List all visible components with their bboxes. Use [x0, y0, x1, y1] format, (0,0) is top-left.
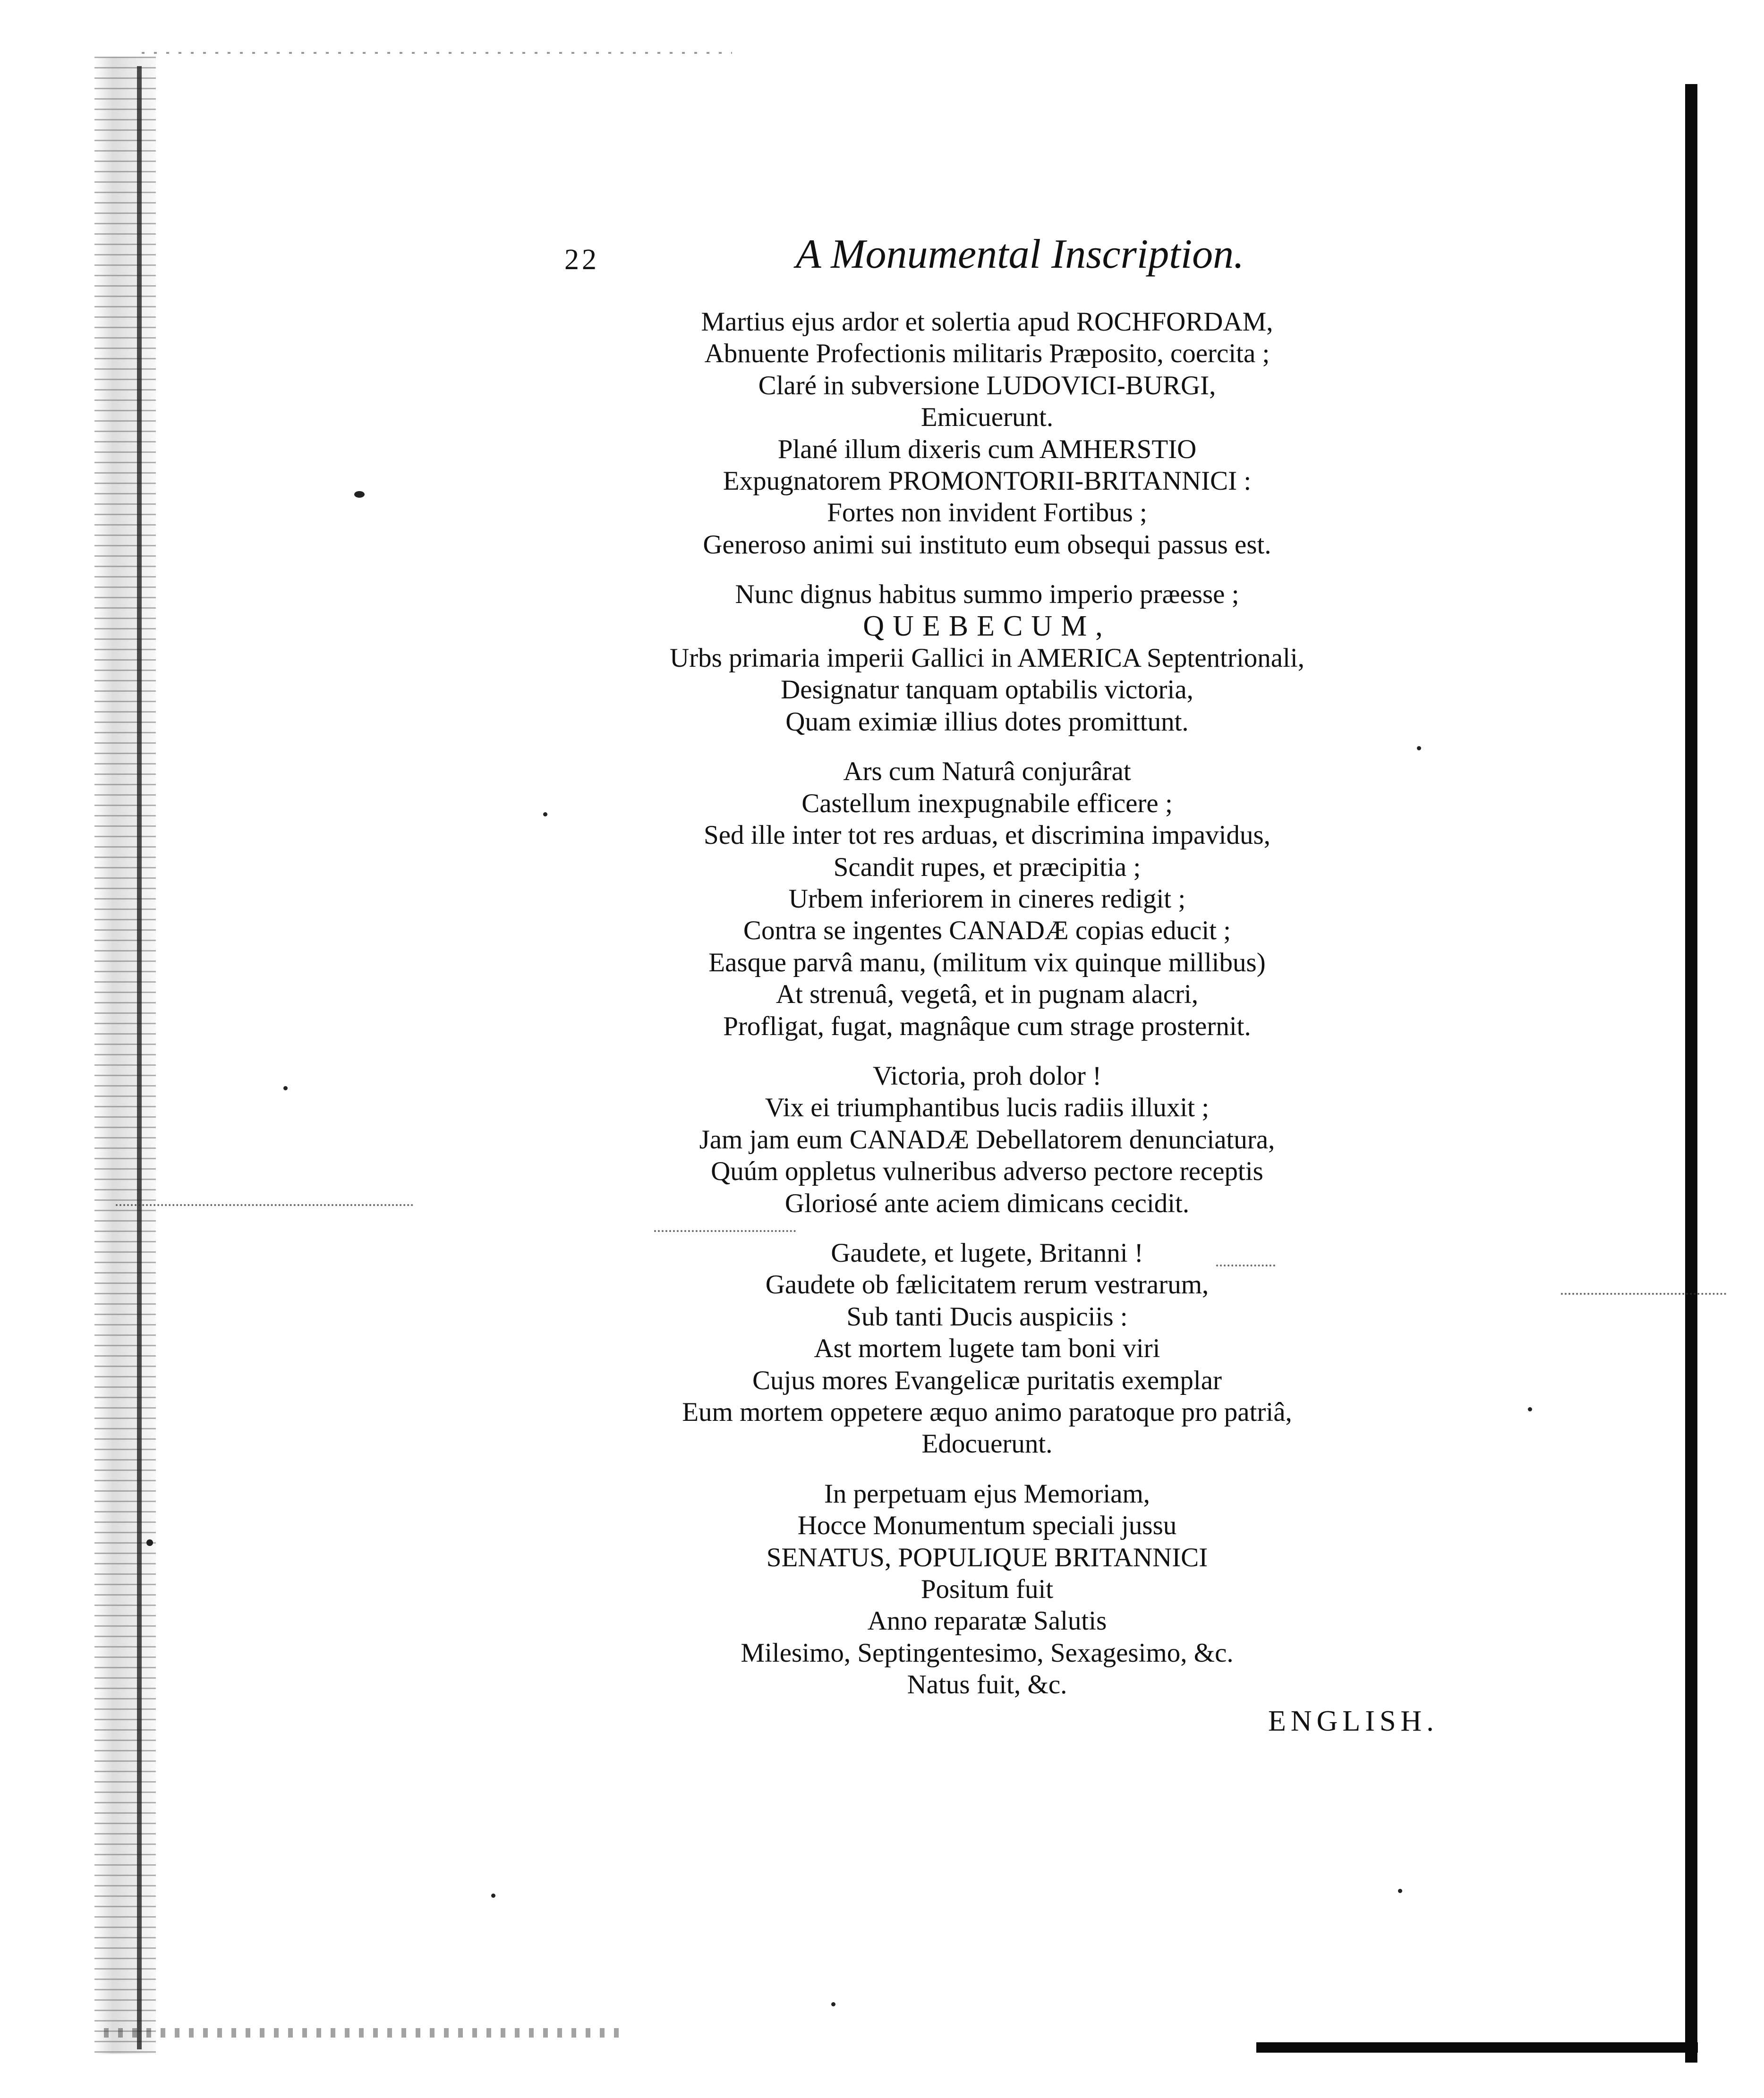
verse-line: Vix ei triumphantibus lucis radiis illuxit ;	[765, 1093, 1210, 1123]
verse-line: Jam jam eum CANADÆ Debellatorem denunciatura,	[699, 1124, 1275, 1155]
scan-dotted-line	[1561, 1293, 1726, 1295]
ink-speck	[491, 1894, 495, 1898]
ink-speck	[1528, 1407, 1532, 1411]
verse-line: Emicuerunt.	[920, 402, 1054, 433]
right-page-border	[1685, 84, 1697, 2063]
monumental-inscription	[574, 306, 1400, 1719]
verse-line: Milesimo, Septingentesimo, Sexagesimo, &c.	[741, 1638, 1234, 1668]
verse-line: Gaudete ob fælicitatem rerum vestrarum,	[765, 1270, 1209, 1300]
verse-line: Designatur tanquam optabilis victoria,	[781, 675, 1193, 705]
running-title: A Monumental Inscription.	[796, 231, 1244, 277]
catchword: ENGLISH.	[1268, 1705, 1439, 1737]
verse-line: In perpetuam ejus Memoriam,	[824, 1478, 1150, 1509]
verse-line: Cujus mores Evangelicæ puritatis exemplar	[752, 1365, 1222, 1395]
verse-line: Gaudete, et lugete, Britanni !	[831, 1238, 1143, 1268]
verse-line: Fortes non invident Fortibus ;	[827, 498, 1147, 528]
verse-line: Ars cum Naturâ conjurârat	[843, 756, 1131, 787]
verse-line: Expugnatorem PROMONTORII-BRITANNICI :	[723, 466, 1252, 496]
verse-line: Sed ille inter tot res arduas, et discrimina impavidus,	[704, 820, 1270, 850]
ink-speck	[543, 812, 547, 816]
verse-line: Scandit rupes, et præcipitia ;	[833, 852, 1141, 882]
stanza-4	[574, 1060, 1400, 1219]
verse-line: Gloriosé ante aciem dimicans cecidit.	[784, 1188, 1190, 1218]
ink-speck	[354, 491, 365, 498]
stanza-6	[574, 1478, 1400, 1701]
verse-line: Victoria, proh dolor !	[872, 1061, 1102, 1091]
top-edge-speckle	[142, 52, 732, 54]
ink-speck	[1417, 746, 1421, 750]
page-gutter-shadow	[94, 57, 156, 2054]
stanza-1	[574, 306, 1400, 561]
ink-speck	[831, 2002, 835, 2006]
stanza-5	[574, 1237, 1400, 1460]
verse-line: Claré in subversione LUDOVICI-BURGI,	[758, 370, 1216, 400]
verse-line: Castellum inexpugnabile efficere ;	[801, 788, 1173, 818]
ink-speck	[283, 1086, 288, 1090]
verse-line: Eum mortem oppetere æquo animo paratoque pro patriâ,	[682, 1397, 1292, 1427]
verse-line: Natus fuit, &c.	[907, 1670, 1067, 1700]
bottom-edge-speckle	[104, 2028, 623, 2038]
verse-line: Hocce Monumentum speciali jussu	[797, 1511, 1177, 1541]
ink-speck	[146, 1539, 153, 1546]
verse-line: At strenuâ, vegetâ, et in pugnam alacri,	[775, 979, 1199, 1010]
verse-line: Sub tanti Ducis auspiciis :	[846, 1301, 1128, 1332]
stanza-3	[574, 756, 1400, 1042]
verse-line: Plané illum dixeris cum AMHERSTIO	[777, 434, 1197, 464]
verse-line: Abnuente Profectionis militaris Præposito, coercita ;	[704, 339, 1270, 369]
verse-line: Generoso animi sui instituto eum obsequi passus est.	[703, 529, 1271, 560]
verse-line: SENATUS, POPULIQUE BRITANNICI	[766, 1542, 1208, 1572]
verse-line: Positum fuit	[920, 1574, 1054, 1605]
verse-line: Urbs primaria imperii Gallici in AMERICA Septentrionali,	[669, 643, 1305, 673]
verse-line: Quam eximiæ illius dotes promittunt.	[785, 706, 1189, 737]
page-number: 22	[564, 244, 599, 276]
verse-line: Anno reparatæ Salutis	[867, 1606, 1107, 1636]
verse-line: Ast mortem lugete tam boni viri	[814, 1334, 1160, 1364]
stanza-2	[574, 578, 1400, 738]
verse-line: Urbem inferiorem in cineres redigit ;	[788, 883, 1186, 914]
verse-line: Edocuerunt.	[921, 1429, 1053, 1459]
verse-line: Easque parvâ manu, (militum vix quinque millibus)	[708, 947, 1266, 977]
verse-line: Profligat, fugat, magnâque cum strage prosternit.	[723, 1011, 1251, 1041]
bottom-page-border	[1256, 2042, 1698, 2053]
ink-speck	[1398, 1889, 1402, 1893]
left-binding-edge	[137, 66, 142, 2049]
verse-line: Martius ejus ardor et solertia apud ROCHFORDAM,	[701, 307, 1273, 337]
verse-line: Quúm oppletus vulneribus adverso pectore receptis	[711, 1156, 1263, 1187]
verse-line: Contra se ingentes CANADÆ copias educit ;	[743, 916, 1231, 946]
verse-line: Nunc dignus habitus summo imperio præesse ;	[735, 579, 1239, 610]
scan-dotted-line	[116, 1204, 413, 1206]
quebec-heading: QUEBECUM,	[863, 610, 1111, 642]
